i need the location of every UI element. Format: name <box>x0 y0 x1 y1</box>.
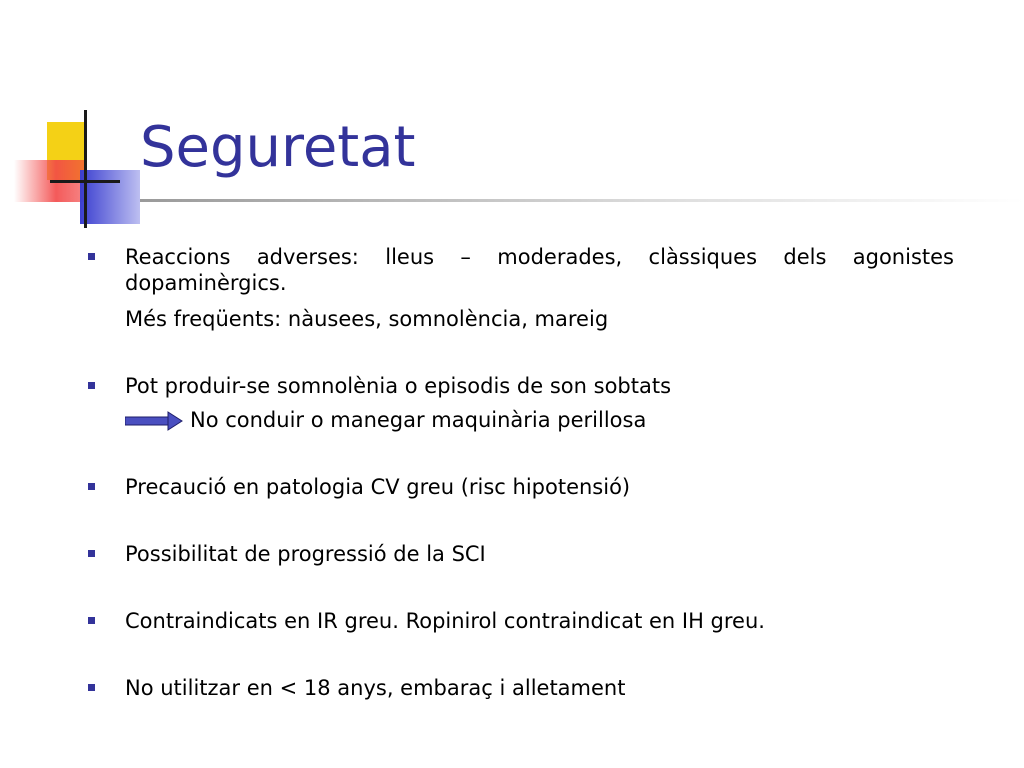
right-arrow-icon <box>125 411 183 431</box>
bullet-marker <box>88 483 95 490</box>
bullet-marker <box>88 684 95 691</box>
bullet-marker <box>88 617 95 624</box>
bullet-list <box>88 244 954 701</box>
slide-title: Seguretat <box>140 115 416 180</box>
decorative-logo <box>0 0 160 240</box>
bullet-text: Reaccions adverses: lleus – moderades, clàssiques dels agonistes dopaminèrgics. <box>125 245 954 295</box>
arrow-line <box>125 407 954 433</box>
deco-horizontal-line <box>50 180 120 183</box>
bullet-marker <box>88 253 95 260</box>
bullet-item-4 <box>88 541 954 567</box>
deco-vertical-line <box>84 110 87 228</box>
bullet-text: Possibilitat de progressió de la SCI <box>125 542 486 566</box>
bullet-text: Pot produir-se somnolènia o episodis de son sobtats <box>125 374 672 398</box>
bullet-text: Precaució en patologia CV greu (risc hipotensió) <box>125 475 631 499</box>
bullet-marker <box>88 382 95 389</box>
arrow-text: No conduir o manegar maquinària perillosa <box>190 408 647 432</box>
bullet-item-3 <box>88 474 954 500</box>
bullet-item-1 <box>88 244 954 332</box>
bullet-item-6 <box>88 675 954 701</box>
deco-blue-square <box>80 170 140 224</box>
title-divider <box>140 199 1024 202</box>
bullet-item-2 <box>88 373 954 433</box>
bullet-text: Contraindicats en IR greu. Ropinirol contraindicat en IH greu. <box>125 609 765 633</box>
bullet-item-5 <box>88 608 954 634</box>
bullet-marker <box>88 550 95 557</box>
bullet-subtext: Més freqüents: nàusees, somnolència, mareig <box>125 307 609 331</box>
bullet-text: No utilitzar en < 18 anys, embaraç i alletament <box>125 676 626 700</box>
